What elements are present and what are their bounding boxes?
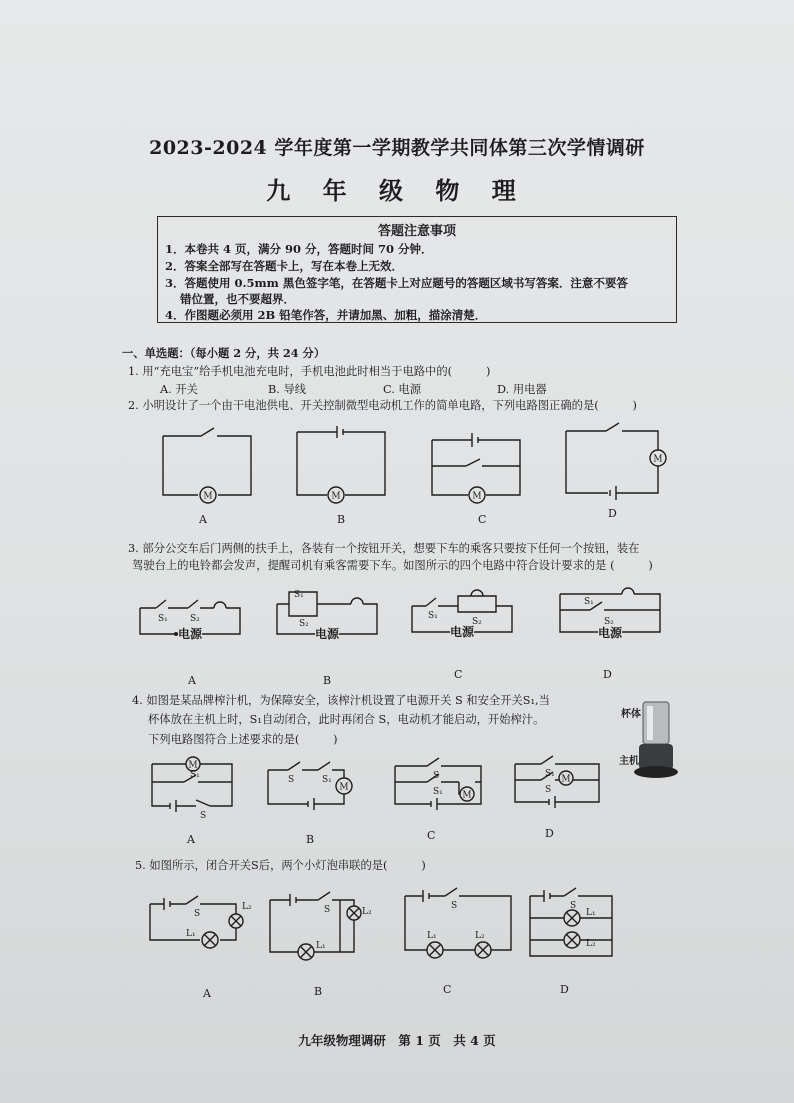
motor-label: M [188,760,198,771]
switch-s-label: S [194,909,201,919]
lamp-l2-label: L₂ [586,939,596,949]
lamp-l1-label: L₁ [186,929,196,939]
exam-subject: 九 年 级 物 理 [266,176,528,205]
q4-label-b: B [306,833,315,846]
q2-circuit-b [297,428,387,503]
q2-label-b: B [337,513,346,526]
motor-label: M [203,491,213,502]
notice-item-1: 1．本卷共 4 页，满分 90 分，答题时间 70 分钟． [165,242,433,256]
q1-option-a: A. 开关 [160,383,198,396]
switch-s-label: S [451,901,458,911]
q4-stem-line2: 杯体放在主机上时，S₁自动闭合，此时再闭合 S，电动机才能启动，开始榨汁。 [148,713,545,726]
q5-circuit-b [270,892,370,958]
q4-circuit-b [268,758,358,818]
notice-item-4: 4．作图题必须用 2B 铅笔作答，并请加黑、加粗，描涂清楚． [165,308,487,322]
switch-s1-label: S₁ [190,770,200,780]
switch-s-label: S [570,901,577,911]
lamp-l1-label: L₁ [586,908,596,918]
lamp-l1-label: L₁ [427,931,437,941]
switch-s2-label: S₂ [604,617,614,627]
notice-title: 答题注意事项 [377,224,456,239]
motor-label: M [472,491,482,502]
lamp-l1-label: L₁ [316,941,326,951]
lamp-l2-label: L₂ [242,902,252,912]
q3-circuit-b [277,584,377,644]
q5-stem: 5. 如图所示，闭合开关S后，两个小灯泡串联的是( ) [135,859,426,872]
q2-circuit-c [432,428,522,503]
q3-stem-line1: 3. 部分公交车后门两侧的扶手上，各装有一个按钮开关，想要下车的乘客只要按下任何一个按钮，装在 [128,542,640,555]
power-source-label: 电源 [597,626,623,640]
switch-s-label: S₁ [545,769,555,779]
switch-s1-label: S₁ [322,775,332,785]
q4-circuit-a [152,756,234,821]
q1-option-b: B. 导线 [268,383,307,396]
notice-box [157,216,677,323]
notice-item-3-cont: 错位置，也不要超界． [180,292,295,306]
q5-label-c: C [443,983,452,996]
q3-label-d: D [603,668,612,681]
q3-label-b: B [323,674,332,687]
q4-stem-line3: 下列电路图符合上述要求的是( ) [148,733,338,746]
q3-label-a: A [188,674,196,687]
q1-option-c: C. 电源 [383,383,422,396]
switch-s2-label: S₂ [299,619,309,629]
q3-stem-line2: 驾驶台上的电铃都会发声，提醒司机有乘客需要下车。如图所示的四个电路中符合设计要求的是 ( ) [132,559,653,572]
lamp-l2-label: L₂ [362,907,372,917]
q4-stem-line1: 4. 如图是某品牌榨汁机，为保障安全，该榨汁机设置了电源开关 S 和安全开关S₁,当 [132,694,550,707]
switch-s1-label: S₁ [433,787,443,797]
lamp-l2-label: L₂ [475,931,485,941]
switch-s-label: S [433,771,440,781]
q1-stem: 1. 用“充电宝”给手机电池充电时，手机电池此时相当于电路中的( ) [128,365,491,378]
q3-circuit-c [412,580,512,642]
switch-s2-label: S₂ [472,617,482,627]
switch-s1-label: S₁ [158,614,168,624]
juicer-cup-label: 杯体 [621,709,641,720]
q2-label-d: D [608,507,617,520]
q3-label-c: C [454,668,463,681]
q5-circuit-c [405,888,513,958]
q5-label-b: B [314,985,323,998]
section-heading: 一、单选题：（每小题 2 分，共 24 分） [122,346,326,360]
q5-label-a: A [203,987,211,1000]
q5-label-d: D [560,983,569,996]
switch-s1-label: S [545,785,552,795]
q4-label-a: A [187,833,195,846]
power-source-label: 电源 [177,627,203,641]
q5-circuit-a [150,896,250,946]
motor-label: M [561,774,571,785]
q2-stem: 2. 小明设计了一个由干电池供电、开关控制微型电动机工作的简单电路，下列电路图正确的是( ) [128,399,637,412]
page-footer: 九年级物理调研 第 1 页 共 4 页 [298,1033,496,1048]
q2-label-c: C [478,513,487,526]
q3-circuit-a [140,594,240,644]
q3-circuit-d [560,580,660,642]
switch-s1-label: S₁ [294,590,304,600]
switch-s-label: S [288,775,295,785]
notice-item-3: 3．答题使用 0.5mm 黑色签字笔，在答题卡上对应题号的答题区域书写答案．注意不要答 [165,276,628,290]
switch-s2-label: S₂ [190,614,200,624]
q2-circuit-a [163,428,253,503]
switch-s-label: S [324,905,331,915]
motor-label: M [653,454,663,465]
notice-item-2: 2．答案全部写在答题卡上，写在本卷上无效． [165,259,403,273]
motor-label: M [331,491,341,502]
q4-circuit-d [515,752,605,812]
q5-circuit-d [530,888,615,962]
q1-option-d: D. 用电器 [497,383,547,396]
switch-s-label: S [200,811,207,821]
motor-label: M [462,790,472,801]
q2-circuit-d [566,425,661,500]
q2-label-a: A [199,513,207,526]
q4-label-c: C [427,829,436,842]
juicer-base-label: 主机 [619,756,639,767]
switch-s1-label: S₁ [584,597,594,607]
power-source-label: 电源 [449,625,475,639]
exam-title: 2023-2024 学年度第一学期教学共同体第三次学情调研 [149,137,645,159]
q4-label-d: D [545,827,554,840]
power-source-label: 电源 [314,627,340,641]
switch-s1-label: S₁ [428,611,438,621]
motor-label: M [339,782,349,793]
q4-circuit-c [395,754,485,814]
